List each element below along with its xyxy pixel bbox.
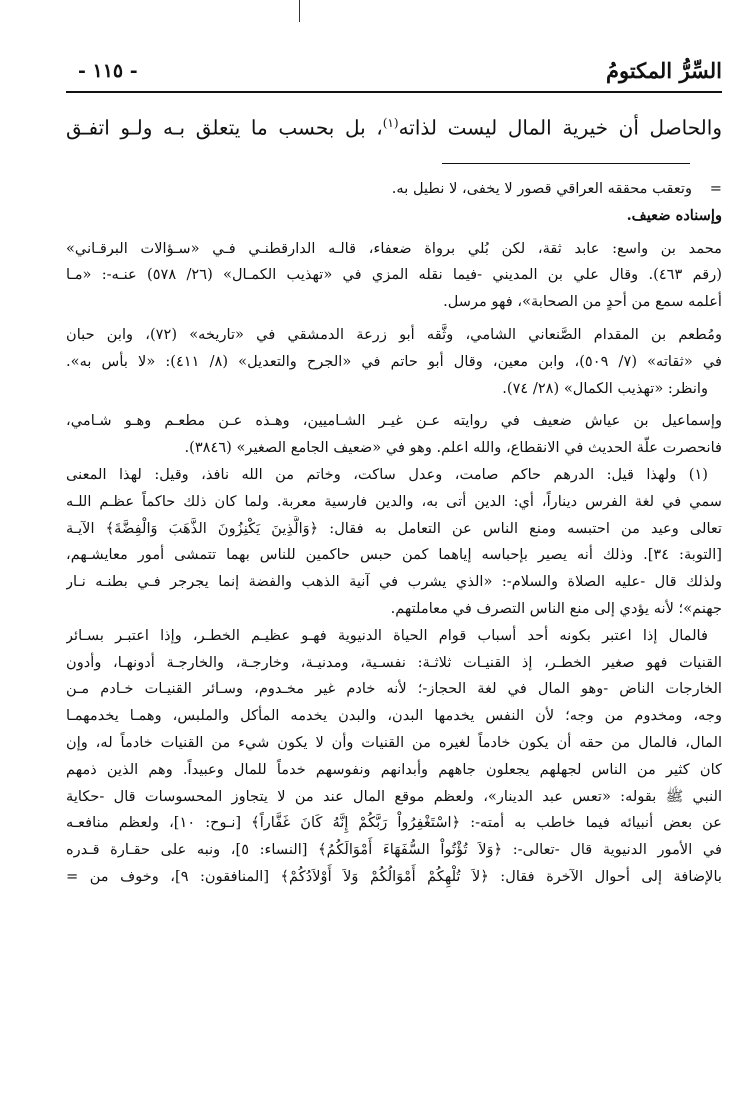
footnote-1-line: الخارجات الناض -وهو المال في لغة الحجاز-؛ لأنه خادم غير مخـدوم، وسـائر القنيـات خـادم مـن	[66, 680, 722, 698]
running-title: السِّرُّ المكتومُ	[605, 58, 722, 83]
footnote-1-line: تعالى وعيد من احتبسه ومنع الناس عن التعامل به فقال: ﴿وَالَّذِينَ يَكْنِزُونَ الذَّهَبَ وَالْفِضَّةَ﴾ الآيـة	[66, 519, 722, 537]
footnote-1-line: (١) ولهذا قيل: الدرهم حاكم صامت، وعدل ساكت، وخاتم من الله نافذ، وقيل: لهذا المعنى	[66, 465, 708, 483]
prev-footnote-line: أعلمه سمع من أحدٍ من الصحابة»، فهو مرسل.	[443, 293, 722, 311]
footnote-1-line: كان كثير من الناس لجهلهم يجعلون جاههم وأبدانهم ونفوسهم خدماً للمال وعبيداً. وهم الذين ذمهم	[66, 760, 722, 778]
footnote-1-line: وجه، ومخدوم من وجه؛ لأن النفس يخدمها البدن، والبدن يخدمه المأكل والملبس، وهمـا يخدمهمـا	[66, 707, 722, 725]
binding-mark	[299, 0, 300, 22]
main-text	[66, 106, 722, 145]
prev-footnote-line: في «ثقاته» (٧/ ٥٠٩)، وابن معين، وقال أبو حاتم في «الجرح والتعديل» (٨/ ٤١١): «لا بأس به».	[66, 352, 722, 370]
footnote-1-line: [التوبة: ٣٤]. وذلك أنه يصير بإحباسه إياهما كمن حبس حاكمين للناس بهما تتمشى أمور معايشـهم،	[66, 546, 722, 564]
prev-footnote-line: ومُطعم بن المقدام الصَّنعاني الشامي، وثَّقه أبو زرعة الدمشقي في «تاريخه» (٧٢)، وابن حبان	[66, 325, 722, 343]
prev-footnote-line: وانظر: «تهذيب الكمال» (٢٨/ ٧٤).	[502, 379, 708, 397]
footnote-1-line: ولذلك قال -عليه الصلاة والسلام-: «الذي يشرب في آنية الذهب والفضة إنما يجرجر فـي بطنـه نـار	[66, 573, 722, 591]
main-text-before-ref: والحاصل أن خيرية المال ليست لذاته	[398, 115, 722, 140]
footnote-1-line: جهنم»؛ لأنه يؤدي إلى منع الناس التصرف في معاملتهم.	[390, 599, 722, 617]
footnote-1-line: عن بعض أنبيائه فيما خاطب به أمته-: ﴿اسْتَغْفِرُواْ رَبَّكُمْ إِنَّهُ كَانَ غَفَّاراً﴾ [نـوح: ١٠]، ولعظم منافعـه	[66, 814, 722, 832]
footnote-1-line: في الأمور الدنيوية قال -تعالى-: ﴿وَلاَ تُؤْتُواْ السُّفَهَاءَ أَمْوَالَكُمُ﴾ [النساء: ٥]، ونبه على حقـارة قـدره	[66, 841, 722, 859]
prev-footnote-line: فانحصرت علّة الحديث في الانقطاع، والله اعلم. وهو في «ضعيف الجامع الصغير» (٣٨٤٦).	[184, 439, 722, 457]
footnotes	[66, 176, 722, 891]
footnote-reference: (١)	[382, 116, 399, 130]
footnote-1-line: النبي ﷺ بقوله: «تعس عبد الدينار»، ولعظم موقع المال عند من لا يتجاوز المحسوسات قال -حكاية	[66, 787, 722, 805]
footnote-1-line: القنيات فهو صغير الخطـر، إذ القنيـات ثلاثـة: نفسـية، ومدنيـة، وخارجـة، والخارجـة أدونهـا، وأدون	[66, 653, 722, 671]
prev-footnote-line: وإسماعيل بن عياش ضعيف في روايته عـن غيـر الشـاميين، وهـذه عـن مطعـم وهـو شـامي،	[66, 412, 722, 430]
prev-footnote-line: وإسناده ضعيف.	[626, 206, 722, 224]
footnote-1-line: فالمال إذا اعتبر بكونه أحد أسباب قوام الحياة الدنيوية فهـو عظيـم الخطـر، وإذا اعتبـر بسـائر	[66, 626, 708, 644]
prev-footnote-line: = وتعقب محققه العراقي قصور لا يخفى، لا نطيل به.	[66, 176, 722, 203]
main-text-after-ref: ، بل بحسب ما يتعلق بـه ولـو اتفـق	[66, 115, 383, 140]
footnote-separator	[442, 163, 690, 164]
header-rule	[66, 91, 722, 93]
prev-footnote-line: (رقم ٤٦٣). وقال علي بن المديني -فيما نقله المزي في «تهذيب الكمـال» (٢٦/ ٥٧٨) عنـه-: «مـا	[66, 266, 722, 284]
page-header	[66, 54, 722, 88]
continuation-mark: =	[709, 180, 722, 197]
prev-footnote-line: محمد بن واسع: عابد ثقة، لكن بُلي برواة ضعفاء، قالـه الدارقطنـي فـي «سـؤالات البرقـاني»	[66, 239, 722, 257]
page-number: - ١١٥ -	[78, 60, 138, 82]
footnote-1-line: سمي في لغة الفرس ديناراً، أي: الدين أتى به، والدين فارسية معربة. ولما كان ذلك حاكماً عظـم اللـه	[66, 492, 722, 510]
footnote-1-line: المال، فالمال من حقه أن يكون خادماً لغيره من القنيات وأن لا يكون شيء من القنيات خادماً له، وإن	[66, 733, 722, 751]
footnote-1-line: بالإضافة إلى أحوال الآخرة فقال: ﴿لاَ تُلْهِكُمْ أَمْوَالُكُمْ وَلاَ أَوْلاَدُكُمْ﴾ [المنافقون: ٩]، وخوف من =	[66, 867, 722, 885]
